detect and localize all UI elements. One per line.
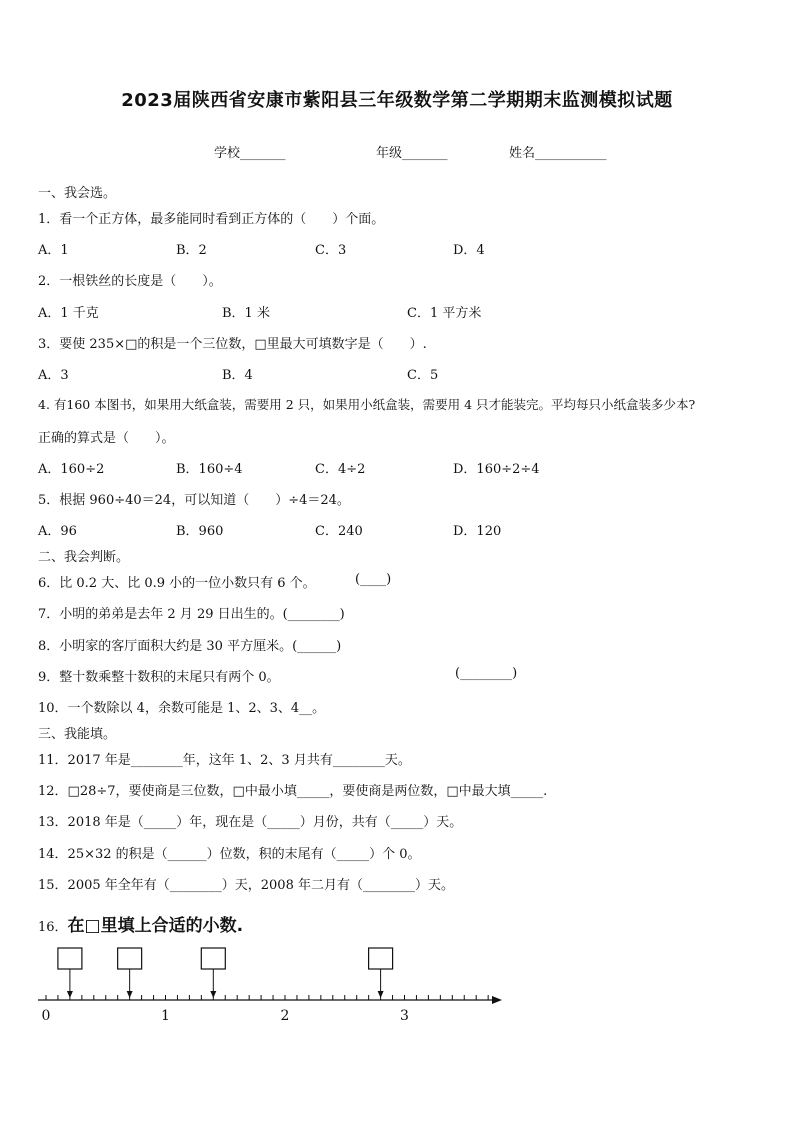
- question-1: 1．看一个正方体，最多能同时看到正方体的（ ）个面。: [38, 212, 385, 227]
- q4-option-a[interactable]: A．160÷2: [38, 462, 105, 477]
- question-11: 11．2017 年是________年，这年 1、2、3 月共有________天。: [38, 753, 411, 768]
- question-16: [38, 911, 243, 936]
- q5-option-d[interactable]: D．120: [453, 524, 502, 539]
- section-heading-judge: 二、我会判断。: [38, 550, 130, 565]
- q6-answer-blank[interactable]: (____): [355, 572, 392, 587]
- question-5: 5．根据 960÷40＝24，可以知道（ ）÷4＝24。: [38, 493, 350, 508]
- question-3: 3．要使 235×□的积是一个三位数，□里最大可填数字是（ ）.: [38, 337, 427, 352]
- q4-option-c[interactable]: C．4÷2: [315, 462, 366, 477]
- section-heading-fill: 三、我能填。: [38, 727, 117, 742]
- name-field[interactable]: 姓名___________: [509, 146, 607, 161]
- question-4: 4. 有160 本图书，如果用大纸盒装，需要用 2 只，如果用小纸盒装，需要用 4 只才能装完。平均每只小纸盒装多少本?: [38, 397, 696, 412]
- q3-option-a[interactable]: A．3: [38, 368, 69, 383]
- section-heading-choice: 一、我会选。: [38, 186, 117, 201]
- pointer-arrow-icon: [378, 991, 384, 998]
- question-10: 10．一个数除以 4，余数可能是 1、2、3、4__。: [38, 701, 326, 716]
- answer-box[interactable]: [118, 948, 142, 969]
- q4-option-d[interactable]: D．160÷2÷4: [453, 462, 540, 477]
- page-title: 2023届陕西省安康市紫阳县三年级数学第二学期期末监测模拟试题: [121, 90, 673, 111]
- number-line-arrowhead: [492, 996, 502, 1004]
- question-7: 7．小明的弟弟是去年 2 月 29 日出生的。(________): [38, 607, 345, 622]
- question-16-number: 16．: [38, 920, 68, 935]
- number-line-label: 1: [161, 1008, 170, 1024]
- school-field[interactable]: 学校_______: [214, 146, 286, 161]
- q1-option-a[interactable]: A．1: [38, 243, 69, 258]
- number-line-label: 2: [280, 1008, 290, 1024]
- question-12: 12．□28÷7，要使商是三位数，□中最小填_____，要使商是两位数，□中最大填_____.: [38, 784, 548, 799]
- q5-option-b[interactable]: B．960: [176, 524, 224, 539]
- question-6: 6．比 0.2 大、比 0.9 小的一位小数只有 6 个。: [38, 576, 316, 591]
- number-line-label: 0: [41, 1008, 51, 1024]
- grade-field[interactable]: 年级_______: [376, 146, 448, 161]
- answer-box[interactable]: [58, 948, 82, 969]
- q2-option-c[interactable]: C．1 平方米: [407, 306, 482, 321]
- q2-option-a[interactable]: A．1 千克: [38, 306, 99, 321]
- number-line-ticks: [46, 995, 488, 1000]
- question-15: 15．2005 年全年有（________）天，2008 年二月有（________）天。: [38, 878, 454, 893]
- question-8: 8．小明家的客厅面积大约是 30 平方厘米。(______): [38, 639, 342, 654]
- q5-option-c[interactable]: C．240: [315, 524, 363, 539]
- question-13: 13．2018 年是（_____）年，现在是（_____）月份，共有（_____）天。: [38, 815, 463, 830]
- q5-option-a[interactable]: A．96: [38, 524, 77, 539]
- pointer-arrow-icon: [210, 991, 216, 998]
- answer-box[interactable]: [201, 948, 225, 969]
- number-line-figure: [0, 940, 794, 1030]
- q1-option-b[interactable]: B．2: [176, 243, 207, 258]
- q3-option-b[interactable]: B．4: [222, 368, 253, 383]
- question-4-continuation: 正确的算式是（ ）。: [38, 431, 175, 446]
- question-16-stem: 在□里填上合适的小数.: [67, 916, 244, 936]
- answer-box[interactable]: [369, 948, 393, 969]
- question-14: 14．25×32 的积是（______）位数，积的末尾有（_____）个 0。: [38, 847, 421, 862]
- pointer-arrow-icon: [67, 991, 73, 998]
- q2-option-b[interactable]: B．1 米: [222, 306, 270, 321]
- number-line-label: 3: [400, 1008, 409, 1024]
- q1-option-c[interactable]: C．3: [315, 243, 347, 258]
- question-2: 2．一根铁丝的长度是（ ）。: [38, 274, 222, 289]
- q1-option-d[interactable]: D．4: [453, 243, 485, 258]
- pointer-arrow-icon: [127, 991, 133, 998]
- q4-option-b[interactable]: B．160÷4: [176, 462, 243, 477]
- q3-option-c[interactable]: C．5: [407, 368, 439, 383]
- question-9: 9．整十数乘整十数积的末尾只有两个 0。: [38, 670, 280, 685]
- q9-answer-blank[interactable]: (________): [455, 666, 518, 681]
